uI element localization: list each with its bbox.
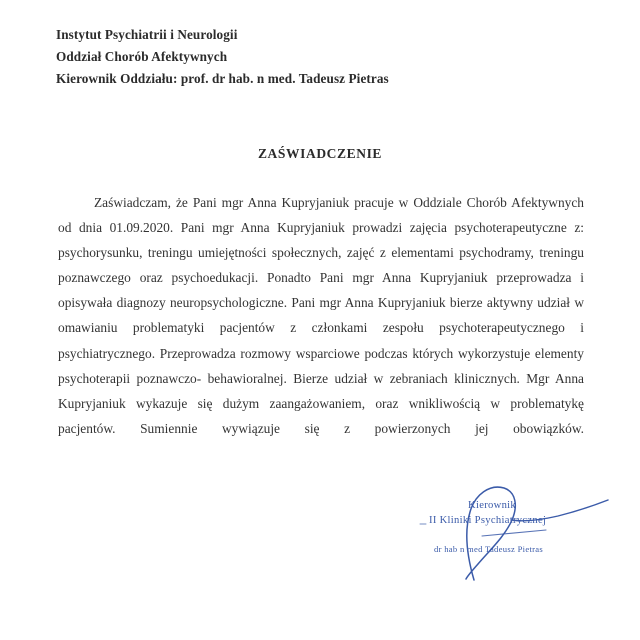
document-title: ZAŚWIADCZENIE xyxy=(257,146,383,161)
letterhead-line-institution: Instytut Psychiatrii i Neurologii xyxy=(56,27,238,42)
body-paragraph: Zaświadczam, że Pani mgr Anna Kupryjaniuk pracuje w Oddziale Chorób Afektywnych od dnia 01.09.2020. Pani mgr Anna Kupryjaniuk prowadzi zajęcia psychoterapeutyczne z: psychorysunku, treningu umiejętności społecznych, zajęć z elementami psychodramy, treningu poznawczego oraz psychoedukacji. Ponadto Pani mgr Anna Kupryjaniuk przeprowadza i opisywała diagnozy neuropsychologiczne. Pani mgr Anna Kupryjaniuk bierze aktywny udział w omawianiu problematyki pacjentów z członkami zespołu psychoterapeutycznego i psychiatrycznego. Przeprowadza rozmowy wsparciowe podczas których wykorzystuje elementy psychoterapii poznawczo- behawioralnej. Bierze udział w zebraniach klinicznych. Mgr Anna Kupryjaniuk wykazuje się dużym zaangażowaniem, oraz wnikliwością w problematykę pacjentów. Sumiennie wywiązuje się z powierzonych jej obowiązków. xyxy=(58,195,584,436)
letterhead xyxy=(56,24,576,90)
letterhead-line-head: Kierownik Oddziału: prof. dr hab. n med. Tadeusz Pietras xyxy=(56,71,389,86)
letterhead-line-department: Oddział Chorób Afektywnych xyxy=(56,49,228,64)
stamp-line-title: Kierownik xyxy=(468,500,517,511)
stamp-line-clinic: II Kliniki Psychiatrycznej xyxy=(429,515,547,526)
handwritten-signature-icon xyxy=(412,476,622,584)
document-body xyxy=(58,190,584,466)
stamp-line-name: dr hab n med Tadeusz Pietras xyxy=(434,544,544,554)
signature-block xyxy=(418,482,618,582)
